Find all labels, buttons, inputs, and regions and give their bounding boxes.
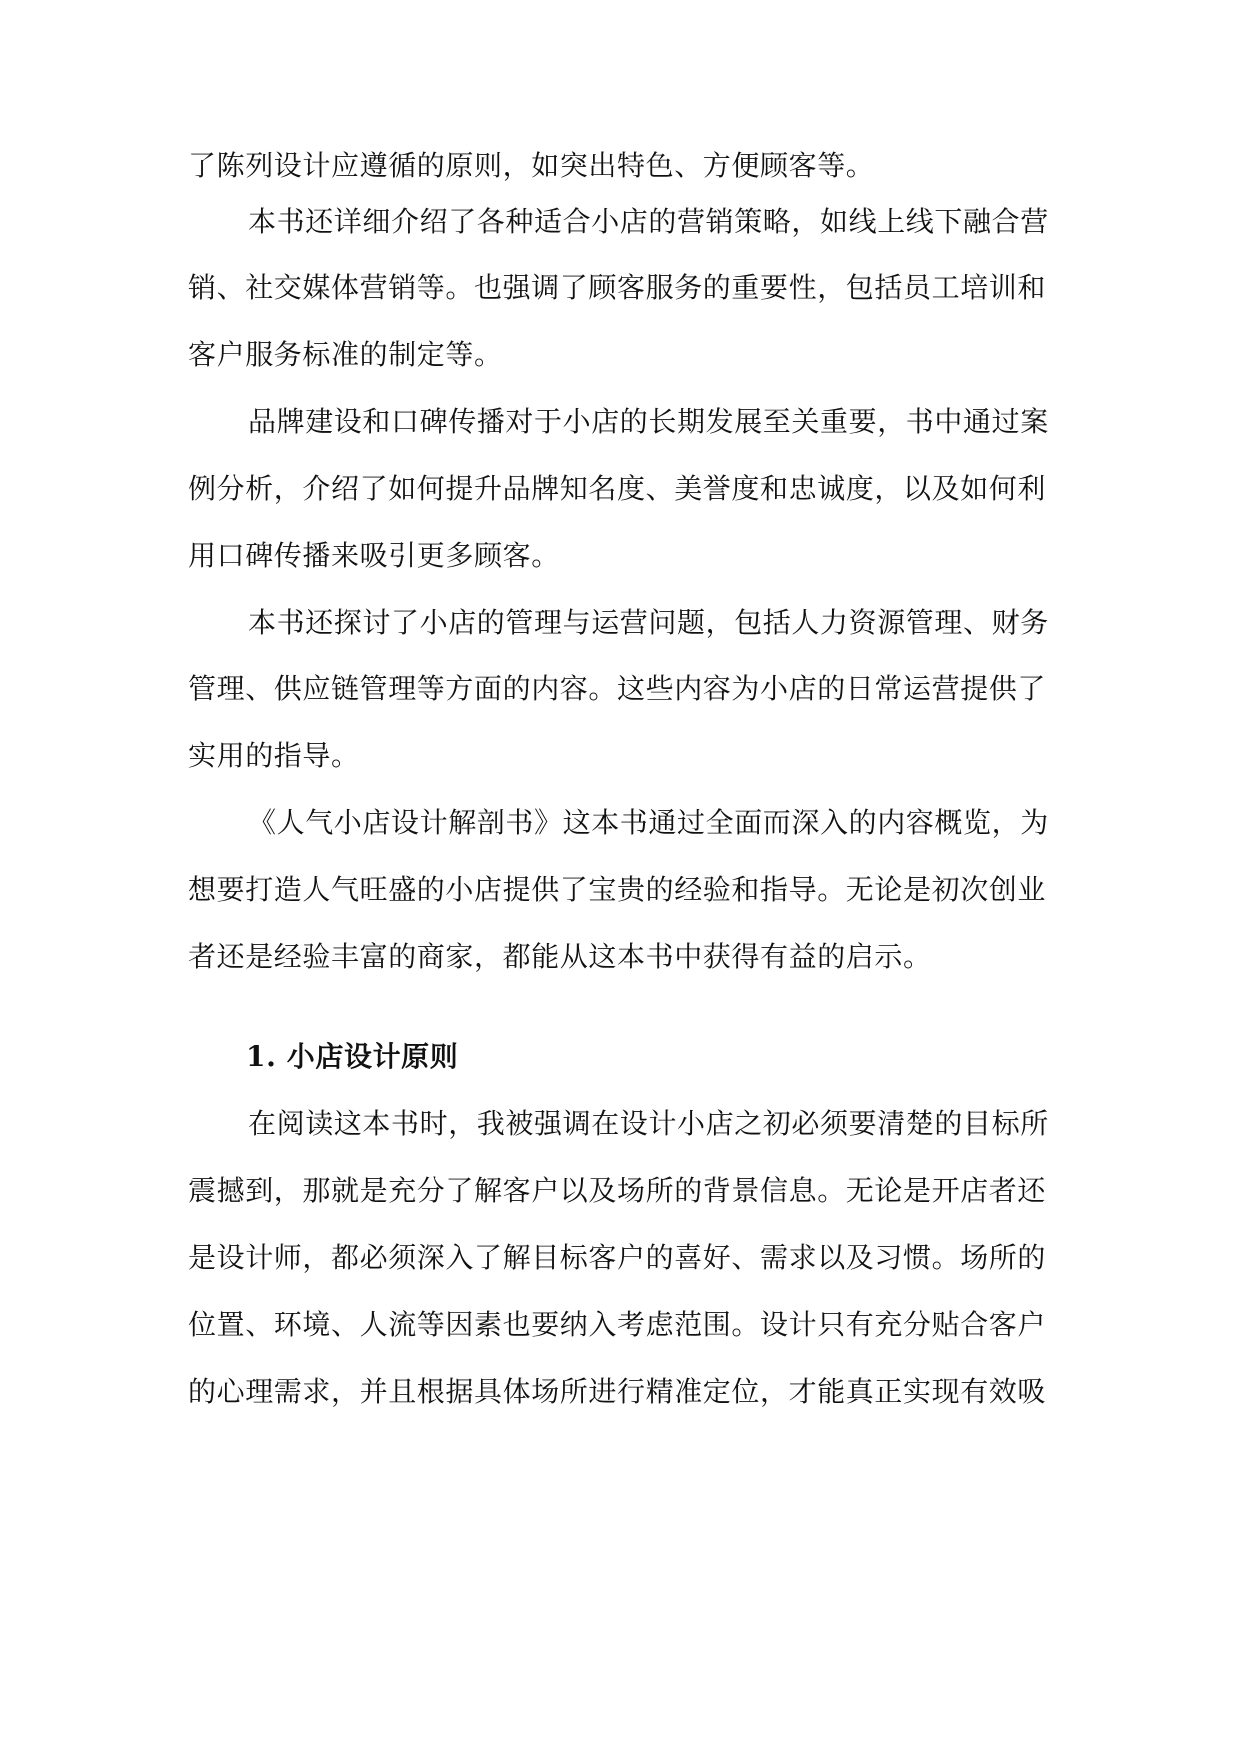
paragraph-line: 了陈列设计应遵循的原则，如突出特色、方便顾客等。	[188, 149, 875, 182]
paragraph-line: 销、社交媒体营销等。也强调了顾客服务的重要性，包括员工培训和	[188, 271, 1047, 304]
paragraph-line: 是设计师，都必须深入了解目标客户的喜好、需求以及习惯。场所的	[188, 1241, 1047, 1274]
paragraph-line: 客户服务标准的制定等。	[188, 338, 503, 371]
paragraph-line: 管理、供应链管理等方面的内容。这些内容为小店的日常运营提供了	[188, 672, 1047, 705]
paragraph-line: 位置、环境、人流等因素也要纳入考虑范围。设计只有充分贴合客户	[188, 1308, 1047, 1341]
paragraph-line: 用口碑传播来吸引更多顾客。	[188, 539, 560, 572]
section-heading: 1. 小店设计原则	[246, 1040, 459, 1073]
paragraph-line: 想要打造人气旺盛的小店提供了宝贵的经验和指导。无论是初次创业	[188, 873, 1047, 906]
paragraph-line: 的心理需求，并且根据具体场所进行精准定位，才能真正实现有效吸	[188, 1375, 1047, 1408]
paragraph-line: 本书还探讨了小店的管理与运营问题，包括人力资源管理、财务	[248, 606, 1049, 639]
paragraph-line: 例分析，介绍了如何提升品牌知名度、美誉度和忠诚度，以及如何利	[188, 472, 1047, 505]
paragraph-line: 震撼到，那就是充分了解客户以及场所的背景信息。无论是开店者还	[188, 1174, 1047, 1207]
paragraph-line: 本书还详细介绍了各种适合小店的营销策略，如线上线下融合营	[248, 205, 1049, 238]
paragraph-line: 在阅读这本书时，我被强调在设计小店之初必须要清楚的目标所	[248, 1107, 1049, 1140]
paragraph-line: 者还是经验丰富的商家，都能从这本书中获得有益的启示。	[188, 940, 932, 973]
paragraph-line: 实用的指导。	[188, 739, 360, 772]
paragraph-line: 《人气小店设计解剖书》这本书通过全面而深入的内容概览，为	[248, 806, 1049, 839]
paragraph-line: 品牌建设和口碑传播对于小店的长期发展至关重要，书中通过案	[248, 405, 1049, 438]
